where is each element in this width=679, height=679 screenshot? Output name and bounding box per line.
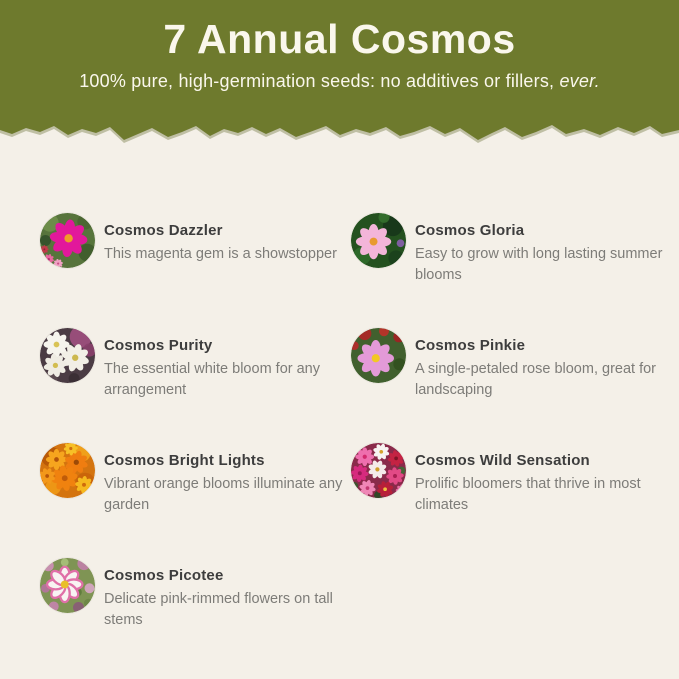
variety-description: Easy to grow with long lasting summer blooms: [415, 246, 663, 284]
variety-item-pinkie: [351, 328, 679, 443]
header-banner: [0, 0, 679, 118]
cosmos-flower-icon: [40, 213, 95, 268]
cosmos-flower-icon: [351, 443, 406, 498]
page-subtitle: [0, 71, 679, 92]
page-title: 7 Annual Cosmos: [163, 16, 516, 62]
variety-description: Vibrant orange blooms illuminate any garden: [104, 476, 343, 514]
variety-item-wild-sensation: [351, 443, 679, 558]
variety-description: Prolific bloomers that thrive in most climates: [415, 476, 641, 514]
flower-photo: [351, 443, 406, 498]
variety-name: Cosmos Purity: [104, 337, 213, 354]
varieties-grid: [0, 213, 679, 673]
variety-name: Cosmos Bright Lights: [104, 452, 265, 469]
subtitle-text: 100% pure, high-germination seeds: no additives or fillers,: [79, 70, 560, 91]
flower-photo: [40, 443, 95, 498]
flower-photo: [351, 328, 406, 383]
variety-description: The essential white bloom for any arrangement: [104, 361, 320, 399]
variety-description: This magenta gem is a showstopper: [104, 246, 337, 262]
variety-description: Delicate pink-rimmed flowers on tall stems: [104, 591, 333, 629]
variety-item-dazzler: [40, 213, 351, 328]
cosmos-flower-icon: [351, 328, 406, 383]
variety-item-purity: [40, 328, 351, 443]
cosmos-flower-icon: [40, 328, 95, 383]
cosmos-flower-icon: [351, 213, 406, 268]
variety-name: Cosmos Dazzler: [104, 222, 223, 239]
flower-photo: [40, 558, 95, 613]
variety-item-picotee: [40, 558, 351, 673]
variety-name: Cosmos Picotee: [104, 567, 224, 584]
variety-item-bright-lights: [40, 443, 351, 558]
variety-item-gloria: [351, 213, 679, 328]
variety-name: Cosmos Gloria: [415, 222, 525, 239]
subtitle-emphasis: ever.: [559, 70, 600, 91]
variety-description: A single-petaled rose bloom, great for landscaping: [415, 361, 656, 399]
variety-name: Cosmos Wild Sensation: [415, 452, 590, 469]
flower-photo: [351, 213, 406, 268]
flower-photo: [40, 213, 95, 268]
flower-photo: [40, 328, 95, 383]
torn-paper-edge: [0, 118, 679, 144]
cosmos-flower-icon: [40, 558, 95, 613]
cosmos-flower-icon: [40, 443, 95, 498]
variety-name: Cosmos Pinkie: [415, 337, 526, 354]
